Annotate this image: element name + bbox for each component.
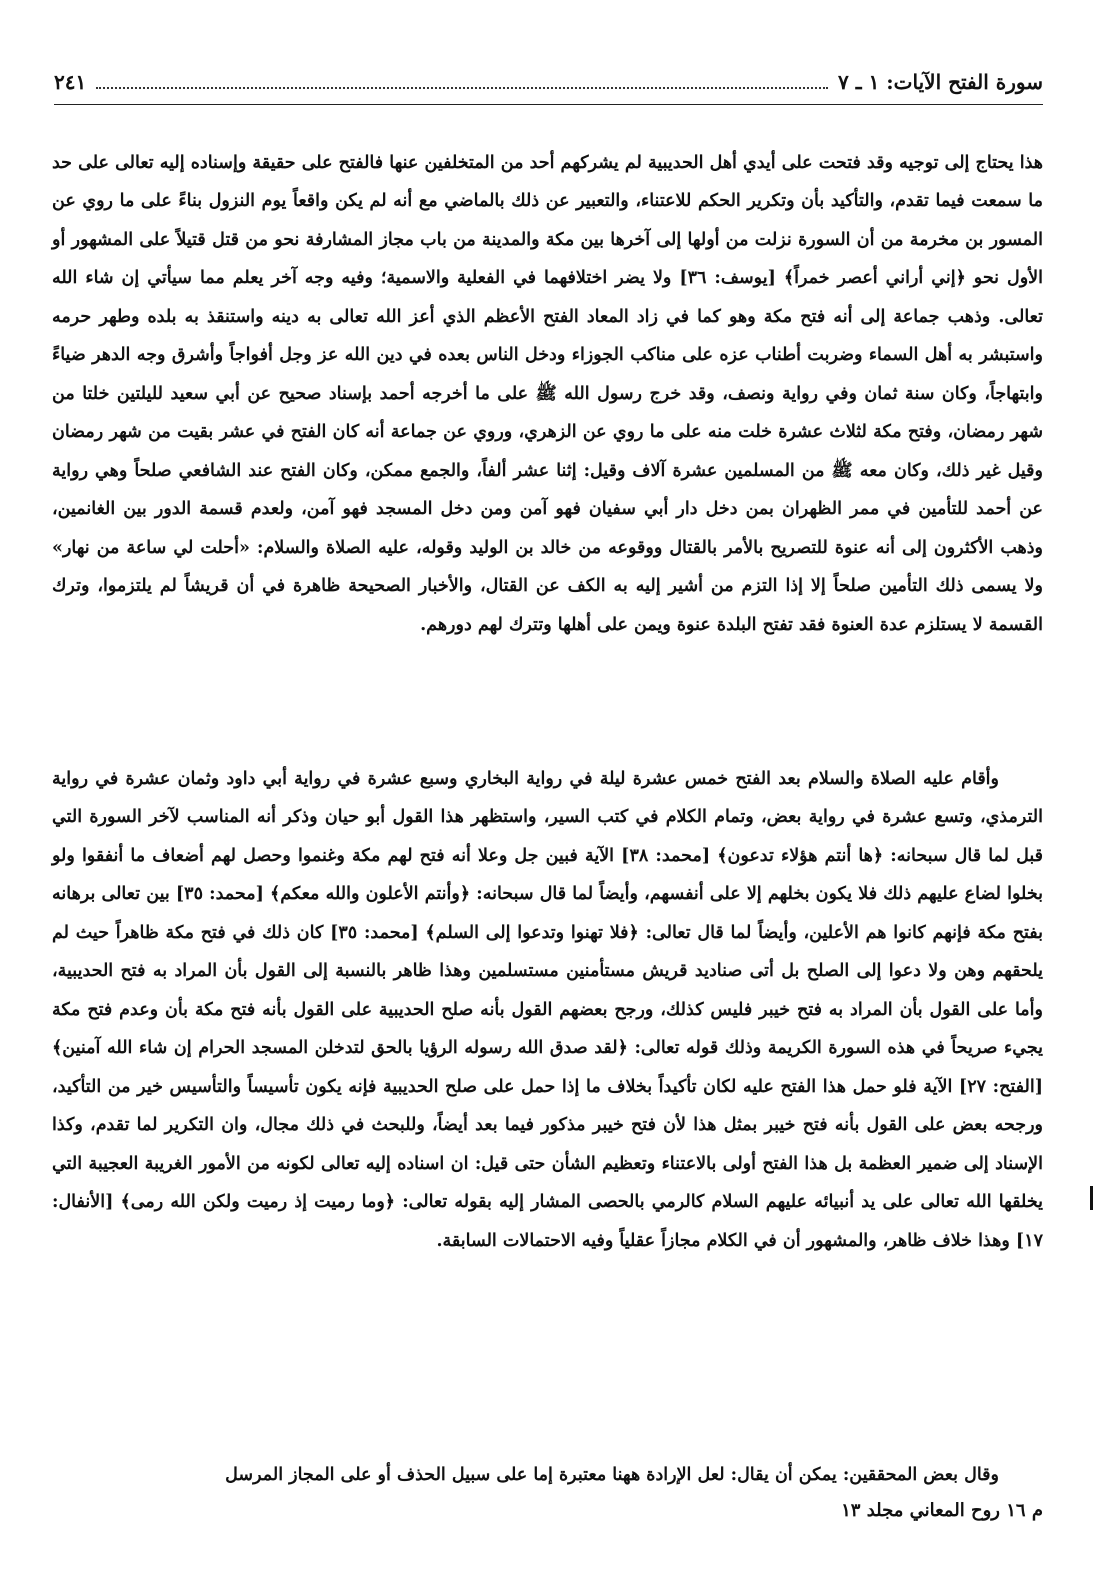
paragraph-2: وأقام عليه الصلاة والسلام بعد الفتح خمس عشرة ليلة في رواية البخاري وسبع عشرة في رواية أبي داود وثمان عشرة في رواية الترمذي، وتسع عشرة في رواية بعض، وتمام الكلام في كتب السير، واستظهر هذا القول أبو حيان وذكر أنه المناسب لآخر السورة التي قبل لما قال سبحانه: ﴿ها أنتم هؤلاء تدعون﴾ [محمد: ٣٨] الآية فبين جل وعلا أنه فتح لهم مكة وغنموا وحصل لهم أضعاف ما أنفقوا ولو بخلوا لضاع عليهم ذلك فلا يكون بخلهم إلا على أنفسهم، وأيضاً لما قال سبحانه: ﴿وأنتم الأعلون والله معكم﴾ [محمد: ٣٥] بين تعالى برهانه بفتح مكة فإنهم كانوا هم الأعلين، وأيضاً لما قال تعالى: ﴿فلا تهنوا وتدعوا إلى السلم﴾ [محمد: ٣٥] كان ذلك في فتح مكة ظاهراً حيث لم يلحقهم وهن ولا دعوا إلى الصلح بل أتى صناديد قريش مستأمنين مستسلمين وهذا ظاهر بالنسبة إلى القول بأن المراد به فتح الحديبية، وأما على القول بأن المراد به فتح خيبر فليس كذلك، ورجح بعضهم القول بأنه صلح الحديبية على القول بأنه فتح مكة بأن وعدم فتح مكة يجيء صريحاً في هذه السورة الكريمة وذلك قوله تعالى: ﴿لقد صدق الله رسوله الرؤيا بالحق لتدخلن المسجد الحرام إن شاء الله آمنين﴾ [الفتح: ٢٧] الآية فلو حمل هذا الفتح عليه لكان تأكيداً بخلاف ما إذا حمل على صلح الحديبية فإنه يكون تأسيساً والتأسيس خير من التأكيد، ورجحه بعض على القول بأنه فتح خيبر بمثل هذا لأن فتح خيبر مذكور فيما بعد أيضاً، وللبحث في ذلك مجال، وان التكرير لما تقدم، وكذا الإسناد إلى ضمير العظمة بل هذا الفتح أولى بالاعتناء وتعظيم الشأن حتى قيل: ان اسناده إليه تعالى لكونه من الأمور الغريبة العجيبة التي يخلقها الله تعالى على يد أنبيائه عليهم السلام كالرمي بالحصى المشار إليه بقوله تعالى: ﴿وما رميت إذ رميت ولكن الله رمى﴾ [الأنفال: ١٧] وهذا خلاف ظاهر، والمشهور أن في الكلام مجازاً عقلياً وفيه الاحتمالات السابقة. [52, 768, 1043, 1251]
signature-line: م ١٦ روح المعاني مجلد ١٣ [841, 1500, 1043, 1521]
header-rule [54, 104, 1043, 105]
paragraph-1: هذا يحتاج إلى توجيه وقد فتحت على أيدي أهل الحديبية لم يشركهم أحد من المتخلفين عنها فالفتح على حقيقة وإسناده إليه تعالى على حد ما سمعت فيما تقدم، والتأكيد بأن وتكرير الحكم للاعتناء، والتعبير عن ذلك بالماضي مع أنه لم يكن واقعاً يوم النزول بناءً على ما روي عن المسور بن مخرمة من أن السورة نزلت من أولها إلى آخرها بين مكة والمدينة من باب مجاز المشارفة نحو من قتل قتيلاً على المشهور أو الأول نحو ﴿إني أراني أعصر خمراً﴾ [يوسف: ٣٦] ولا يضر اختلافهما في الفعلية والاسمية؛ وفيه وجه آخر يعلم مما سيأتي إن شاء الله تعالى. وذهب جماعة إلى أنه فتح مكة وهو كما في زاد المعاد الفتح الأعظم الذي أعز الله تعالى به دينه واستنقذ به بلده وطهر حرمه واستبشر به أهل السماء وضربت أطناب عزه على مناكب الجوزاء ودخل الناس بعده في دين الله عز وجل أفواجاً وأشرق وجه الدهر ضياءً وابتهاجاً، وكان سنة ثمان وفي رواية ونصف، وقد خرج رسول الله ﷺ على ما أخرجه أحمد بإسناد صحيح عن أبي سعيد لليلتين خلتا من شهر رمضان، وفتح مكة لثلاث عشرة خلت منه على ما روي عن الزهري، وروي عن جماعة أنه كان الفتح في عشر بقيت من شهر رمضان وقيل غير ذلك، وكان معه ﷺ من المسلمين عشرة آلاف وقيل: إثنا عشر ألفاً، والجمع ممكن، وكان الفتح عند الشافعي صلحاً وهي رواية عن أحمد للتأمين في ممر الظهران بمن دخل دار أبي سفيان فهو آمن ومن دخل المسجد فهو آمن، ولعدم قسمة الدور بين الغانمين، وذهب الأكثرون إلى أنه عنوة للتصريح بالأمر بالقتال ووقوعه من خالد بن الوليد وقوله، عليه الصلاة والسلام: «أحلت لي ساعة من نهار» ولا يسمى ذلك التأمين صلحاً إلا إذا التزم من أشير إليه به الكف عن القتال، والأخبار الصحيحة ظاهرة في أن قريشاً لم يلتزموا، وترك القسمة لا يستلزم عدة العنوة فقد تفتح البلدة عنوة ويمن على أهلها وتترك لهم دورهم. [52, 152, 1043, 635]
paragraph-3: وقال بعض المحققين: يمكن أن يقال: لعل الإرادة ههنا معتبرة إما على سبيل الحذف أو على المجاز المرسل [225, 1464, 999, 1485]
running-header [54, 64, 1043, 100]
page-number: ٢٤١ [54, 70, 87, 94]
surah-title: سورة الفتح الآيات: ١ ـ ٧ [838, 70, 1043, 94]
margin-mark [1090, 1186, 1093, 1210]
dotted-leader [96, 87, 828, 89]
